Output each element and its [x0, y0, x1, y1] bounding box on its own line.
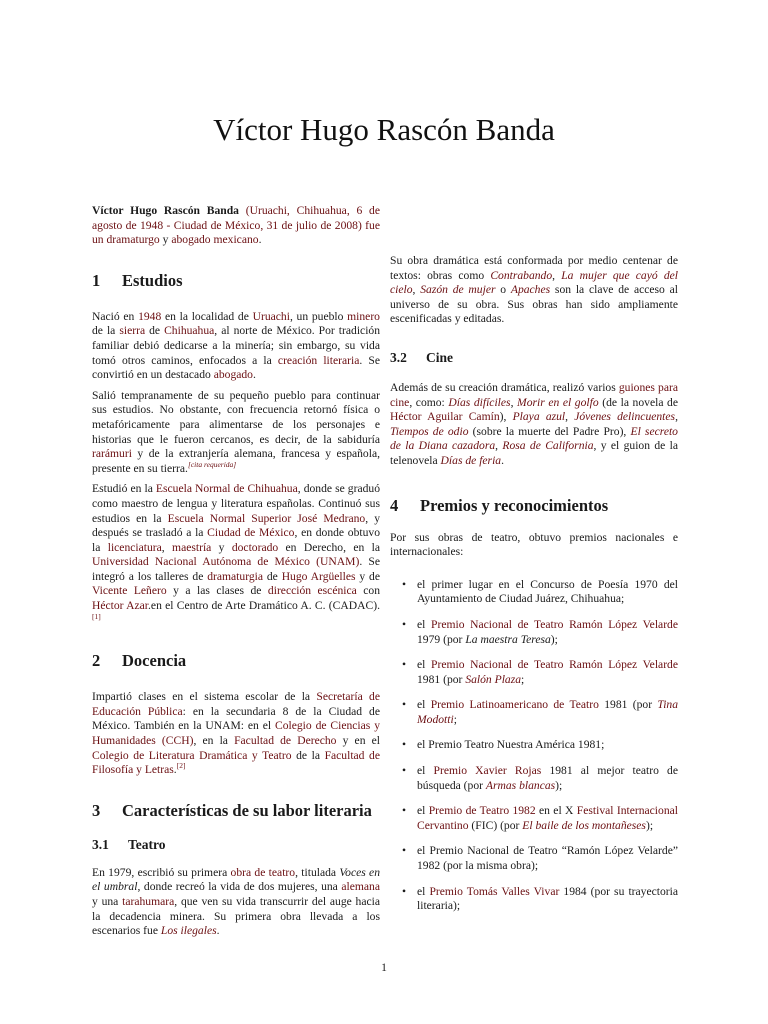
link-guiones-para-cine[interactable]: guiones para cine [390, 380, 679, 409]
link-unam[interactable]: Universidad Nacional Autónoma de México (UNAM) [92, 555, 360, 569]
link-sep[interactable]: Secretaría de Educación Pública [92, 690, 380, 718]
link-el-baile-de-los-montaneses[interactable]: El baile de los montañeses [522, 818, 646, 832]
link-dramaturgo[interactable]: dramaturgo [106, 233, 160, 247]
link-licenciatura[interactable]: licenciatura [107, 540, 162, 554]
link-escuela-normal-superior[interactable]: Escuela Normal Superior José Medrano [167, 511, 366, 525]
link-birth-place[interactable]: Uruachi, Chihuahua [249, 204, 347, 217]
subsection-heading-cine: 3.2 Cine [390, 349, 453, 365]
intro-paragraph: Víctor Hugo Rascón Banda (Uruachi, Chihuahua, 6 de agosto de 1948 - Ciudad de México, 31 de julio de 2008) fue un dramaturgo y abogado mexicano. [92, 204, 380, 247]
link-birth-date[interactable]: 6 de agosto [92, 204, 380, 232]
link-el-secreto[interactable]: El secreto de la Diana cazadora [390, 424, 678, 453]
section-heading-caracteristicas: 3 Características de su labor literaria [92, 800, 372, 820]
link-dramaturgia[interactable]: dramaturgia [207, 569, 264, 583]
awards-list [390, 578, 678, 914]
link-tina-modotti[interactable]: Tina Modotti [417, 698, 679, 726]
paragraph: En 1979, escribió su primera obra de teatro, titulada Voces en el umbral, donde recreó la vida de dos mujeres, una alemana y una tarahumara, que ven su vida transcurrir del auge hacia la decadencia minera. Su primera obra llevada a los escenarios fue Los ilegales. [92, 865, 381, 938]
section-heading-premios: 4 Premios y reconocimientos [390, 495, 609, 515]
link-chihuahua[interactable]: Chihuahua [164, 324, 215, 338]
link-dias-dificiles[interactable]: Días difíciles [448, 395, 511, 409]
link-direccion-escenica[interactable]: dirección escénica [267, 584, 357, 598]
list-item: • el Premio Tomás Valles Vivar 1984 (por su trayectoria literaria); [402, 884, 679, 913]
link-death-year[interactable]: 2008 [334, 218, 358, 232]
link-jovenes-delincuentes[interactable]: Jóvenes delincuentes [574, 410, 676, 424]
reference-1[interactable]: [1] [92, 611, 101, 621]
link-sazon-de-mujer[interactable]: Sazón de mujer [420, 283, 496, 297]
subject-name: Víctor Hugo Rascón Banda [92, 204, 239, 217]
link-rosa-de-california[interactable]: Rosa de California [502, 439, 594, 453]
link-armas-blancas[interactable]: Armas blancas [485, 778, 556, 792]
link-tiempos-de-odio[interactable]: Tiempos de odio [390, 424, 469, 438]
link-vicente-lenero[interactable]: Vicente Leñero [92, 584, 167, 598]
link-minero[interactable]: minero [347, 309, 380, 323]
link-premio-ramon-lopez-velarde[interactable]: Premio Nacional de Teatro Ramón López Velarde [431, 658, 679, 672]
paragraph: Estudió en la Escuela Normal de Chihuahua, donde se graduó como maestro de lengua y literatura españolas. Continuó sus estudios en la Escuela Normal Superior José Medrano, y después se trasladó a la Ciudad de México, en donde obtuvo la licenciatura, maestría y doctorado en Derecho, en la Universidad Nacional Autónoma de México (UNAM). Se integró a los talleres de dramaturgia de Hugo Argüelles y de Vicente Leñero y a las clases de dirección escénica con Héctor Azar.en el Centro de Arte Dramático A. C. (CADAC).[1] [92, 482, 381, 621]
link-alemana[interactable]: alemana [341, 880, 380, 894]
link-sierra[interactable]: sierra [119, 324, 146, 338]
list-item: • el Premio de Teatro 1982 en el X Festival Internacional Cervantino (FIC) (por El baile de los montañeses); [402, 804, 678, 832]
page-number: 1 [381, 961, 387, 974]
link-death-date[interactable]: 31 de julio [266, 218, 318, 232]
link-los-ilegales[interactable]: Los ilegales [160, 924, 217, 938]
subsection-heading-teatro: 3.1 Teatro [92, 836, 166, 852]
link-apaches[interactable]: Apaches [510, 283, 551, 297]
link-birth-year[interactable]: 1948 [139, 218, 164, 232]
link-tarahumara[interactable]: tarahumara [122, 895, 175, 908]
link-morir-en-el-golfo[interactable]: Morir en el golfo [517, 395, 599, 409]
list-item: • el Premio Nacional de Teatro Ramón López Velarde 1979 (por La maestra Teresa); [402, 617, 679, 646]
paragraph: Además de su creación dramática, realizó varios guiones para cine, como: Días difíciles, Morir en el golfo (de la novela de Héctor Aguilar Camín), Playa azul, Jóvenes delincuentes, Tiempos de odio (sobre la muerte del Padre Pro), El secreto de la Diana cazadora, Rosa de California, y el guion de la telenovela Días de feria. [390, 380, 679, 467]
link-colegio-literatura[interactable]: Colegio de Literatura Dramática y Teatro [92, 748, 292, 762]
section-heading-estudios: 1 Estudios [92, 270, 183, 290]
list-item: • el Premio Teatro Nuestra América 1981; [402, 738, 605, 752]
link-raramuri[interactable]: rarámuri [92, 447, 132, 461]
paragraph: Nació en 1948 en la localidad de Uruachi, un pueblo minero de la sierra de Chihuahua, al norte de México. Por tradición familiar debió dedicarse a la minería; sin embargo, su vida tomó otros caminos, enfocados a la creación literaria. Se convirtió en un destacado abogado. [92, 309, 381, 382]
right-column-content [390, 204, 678, 925]
link-death-place[interactable]: Ciudad de México [173, 218, 261, 232]
link-hugo-arguelles[interactable]: Hugo Argüelles [281, 569, 356, 583]
link-premio-tomas-valles-vivar[interactable]: Premio Tomás Valles Vivar [429, 884, 560, 898]
citation-needed[interactable]: [cita requerida] [187, 459, 237, 469]
link-contrabando[interactable]: Contrabando [490, 268, 553, 282]
link-la-mujer-que-cayo[interactable]: La mujer que cayó del cielo [390, 268, 679, 297]
link-salon-plaza[interactable]: Salón Plaza [465, 672, 522, 686]
list-item: • el Premio Nacional de Teatro “Ramón López Velarde” 1982 (por la misma obra); [402, 844, 678, 873]
link-abogado-mexicano[interactable]: abogado mexicano [171, 233, 259, 247]
link-premio-teatro-1982[interactable]: Premio de Teatro 1982 [428, 804, 536, 818]
paragraph: Su obra dramática está conformada por medio centenar de textos: obras como Contrabando, La mujer que cayó del cielo, Sazón de mujer o Apaches son la clave de acceso al universo de su obra. Sus obras han sido ampliamente escenificadas y editadas. [390, 254, 679, 326]
paragraph: Por sus obras de teatro, obtuvo premios nacionales e internacionales: [390, 530, 678, 559]
page-title: Víctor Hugo Rascón Banda [213, 112, 555, 147]
link-premio-ramon-lopez-velarde[interactable]: Premio Nacional de Teatro Ramón López Velarde [431, 617, 679, 631]
link-playa-azul[interactable]: Playa azul [512, 410, 566, 424]
section-heading-docencia: 2 Docencia [92, 651, 187, 671]
reference-2[interactable]: [2] [176, 761, 186, 771]
link-cch[interactable]: Colegio de Ciencias y Humanidades (CCH) [92, 719, 380, 748]
link-festival-cervantino[interactable]: Festival Internacional Cervantino [417, 804, 678, 832]
link-1948[interactable]: 1948 [138, 309, 162, 323]
link-maestria[interactable]: maestría [172, 540, 212, 554]
link-escuela-normal[interactable]: Escuela Normal de Chihuahua [155, 482, 298, 496]
link-premio-xavier-rojas[interactable]: Premio Xavier Rojas [433, 764, 542, 778]
link-creacion-literaria[interactable]: creación literaria [277, 353, 360, 367]
left-column [92, 204, 380, 945]
link-facultad-filosofia[interactable]: Facultad de Filosofía y Letras [92, 748, 380, 777]
link-doctorado[interactable]: doctorado [231, 540, 279, 554]
list-item: • el Premio Xavier Rojas 1981 al mejor teatro de búsqueda (por Armas blancas); [402, 764, 678, 792]
list-item: • el Premio Nacional de Teatro Ramón López Velarde 1981 (por Salón Plaza; [402, 658, 679, 686]
list-item: • el Premio Latinoamericano de Teatro 1981 (por Tina Modotti; [402, 698, 679, 726]
link-ciudad-de-mexico[interactable]: Ciudad de México [207, 526, 295, 540]
link-abogado[interactable]: abogado [213, 368, 253, 382]
link-hector-azar[interactable]: Héctor Azar [92, 599, 149, 613]
paragraph: Impartió clases en el sistema escolar de la Secretaría de Educación Pública: en la secundaria 8 de la Ciudad de México. También en la UNAM: en el Colegio de Ciencias y Humanidades (CCH), en la Facultad de Derecho y en el Colegio de Literatura Dramática y Teatro de la Facultad de Filosofía y Letras.[2] [92, 690, 380, 777]
link-premio-latinoamericano[interactable]: Premio Latinoamericano de Teatro [430, 698, 599, 712]
paragraph: Salió tempranamente de su pequeño pueblo para continuar sus estudios. No obstante, con frecuencia retornó física o metafóricamente para alimentarse de los personajes e historias que le fueron cercanos, es decir, de la sabiduría rarámuri y de la extranjería alemana, francesa y española, presente en su tierra.[cita requerida] [92, 388, 380, 475]
link-uruachi[interactable]: Uruachi [252, 309, 290, 323]
list-item: • el primer lugar en el Concurso de Poesía 1970 del Ayuntamiento de Ciudad Juárez, Chihuahua; [402, 577, 678, 606]
link-hector-aguilar-camin[interactable]: Héctor Aguilar Camín [390, 410, 500, 424]
link-obra-de-teatro[interactable]: obra de teatro [230, 865, 296, 879]
link-facultad-derecho[interactable]: Facultad de Derecho [234, 734, 337, 748]
link-dias-de-feria[interactable]: Días de feria [440, 453, 502, 467]
